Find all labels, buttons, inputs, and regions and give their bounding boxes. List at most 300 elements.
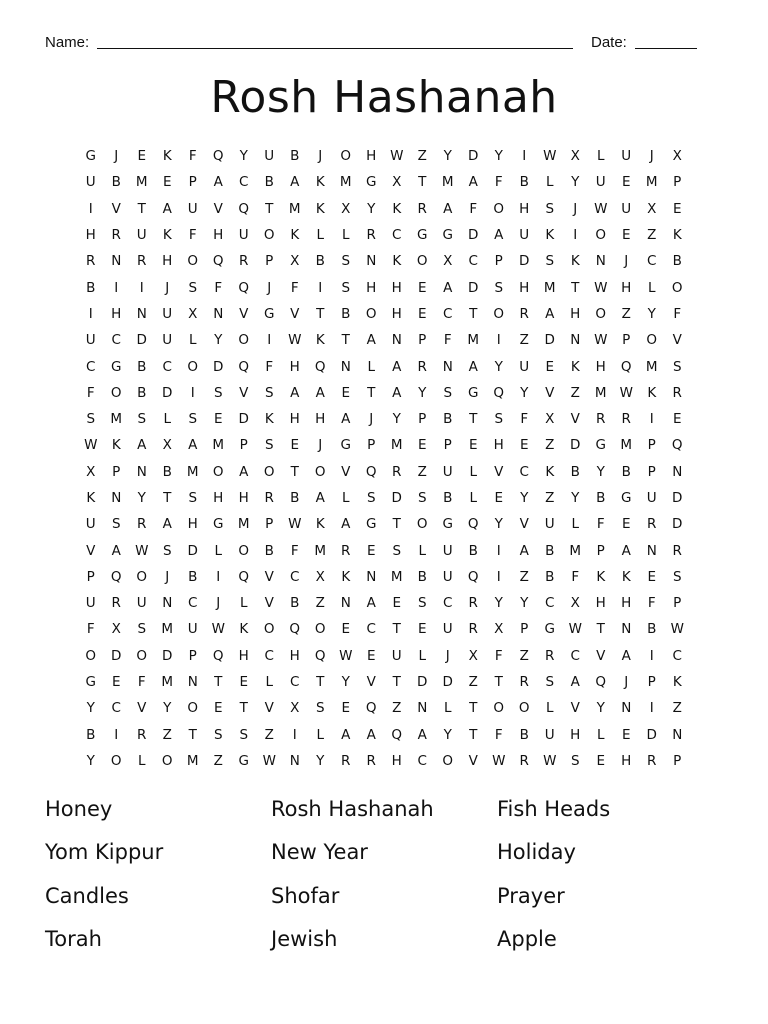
grid-letter: L (341, 490, 350, 506)
grid-letter: D (468, 279, 479, 296)
grid-letter: F (469, 200, 478, 217)
grid-letter: U (238, 227, 249, 244)
grid-letter: U (544, 726, 555, 743)
grid-letter: M (110, 411, 123, 428)
grid-letter: Q (238, 200, 250, 217)
grid-letter: S (239, 726, 249, 743)
grid-letter: W (262, 752, 276, 769)
grid-letter: Q (391, 726, 403, 743)
grid-letter: K (545, 227, 555, 244)
grid-letter: B (86, 726, 96, 743)
grid-letter: M (390, 437, 403, 454)
grid-letter: J (573, 200, 578, 217)
grid-letter: Q (595, 674, 607, 691)
grid-letter: I (267, 332, 272, 349)
grid-letter: R (137, 253, 147, 270)
grid-letter: E (545, 358, 555, 375)
grid-letter: Q (467, 568, 479, 585)
grid-letter: L (316, 726, 325, 743)
grid-letter: T (392, 674, 401, 691)
grid-letter: H (595, 358, 606, 375)
grid-letter: J (445, 647, 450, 664)
grid-letter: V (545, 384, 555, 401)
grid-letter: O (646, 332, 658, 349)
grid-letter: R (596, 411, 606, 428)
grid-letter: F (494, 726, 503, 743)
grid-letter: L (265, 674, 274, 691)
grid-letter: N (672, 463, 683, 480)
grid-letter: U (136, 227, 147, 244)
grid-letter: A (417, 726, 427, 743)
grid-letter: X (672, 148, 682, 165)
grid-letter: O (187, 253, 199, 270)
grid-letter: S (188, 490, 198, 506)
grid-letter: A (239, 463, 249, 480)
name-label: Name: (45, 34, 90, 51)
grid-letter: F (571, 568, 580, 585)
grid-letter: R (647, 516, 657, 533)
grid-letter: M (645, 358, 658, 375)
grid-letter: G (366, 174, 377, 191)
grid-letter: U (187, 200, 198, 217)
grid-letter: S (86, 411, 96, 428)
word-list-item: Prayer (497, 883, 565, 908)
grid-letter: F (214, 279, 223, 296)
grid-letter: O (340, 148, 352, 165)
grid-letter: D (672, 490, 683, 506)
grid-letter: R (366, 752, 376, 769)
grid-letter: Y (571, 490, 580, 506)
word-list (45, 787, 725, 961)
grid-letter: M (161, 674, 174, 691)
grid-letter: Z (545, 490, 555, 506)
grid-letter: P (520, 621, 529, 638)
grid-letter: U (621, 148, 632, 165)
grid-letter: E (672, 411, 682, 428)
grid-letter: B (264, 174, 274, 191)
grid-letter: N (646, 542, 657, 559)
grid-letter: W (543, 752, 557, 769)
grid-letter: A (443, 279, 453, 296)
grid-letter: L (469, 490, 478, 506)
grid-letter: D (646, 726, 657, 743)
grid-letter: G (621, 490, 632, 506)
grid-letter: H (391, 752, 402, 769)
grid-letter: A (162, 516, 172, 533)
grid-letter: B (341, 305, 351, 322)
grid-letter: S (570, 752, 580, 769)
grid-letter: L (316, 227, 325, 244)
grid-letter: H (366, 148, 377, 165)
grid-letter: P (673, 595, 682, 612)
grid-letter: V (111, 200, 121, 217)
grid-letter: E (468, 437, 478, 454)
grid-letter: O (595, 227, 607, 244)
grid-letter: A (545, 305, 555, 322)
grid-letter: D (468, 148, 479, 165)
grid-letter: K (392, 200, 402, 217)
grid-letter: B (519, 174, 529, 191)
grid-letter: A (315, 490, 325, 506)
grid-letter: N (442, 358, 453, 375)
grid-letter: C (290, 568, 300, 585)
grid-letter: Y (86, 752, 95, 769)
grid-letter: T (188, 726, 197, 743)
grid-letter: O (365, 305, 377, 322)
grid-letter: I (496, 542, 501, 559)
grid-letter: O (212, 463, 224, 480)
grid-letter: T (316, 305, 325, 322)
grid-letter: J (624, 674, 629, 691)
grid-letter: B (264, 542, 274, 559)
grid-letter: Z (570, 384, 580, 401)
grid-letter: F (494, 174, 503, 191)
grid-letter: A (570, 674, 580, 691)
grid-letter: B (137, 358, 147, 375)
grid-letter: H (187, 516, 198, 533)
grid-letter: D (570, 437, 581, 454)
grid-letter: S (443, 384, 453, 401)
grid-letter: O (238, 542, 250, 559)
word-list-item: New Year (271, 840, 368, 865)
grid-letter: R (468, 595, 478, 612)
grid-letter: K (392, 253, 402, 270)
page-title: Rosh Hashanah (210, 72, 558, 123)
grid-letter: C (545, 595, 555, 612)
grid-letter: S (672, 358, 682, 375)
grid-letter: B (290, 595, 300, 612)
grid-letter: L (443, 700, 452, 717)
grid-letter: R (341, 752, 351, 769)
grid-letter: K (570, 253, 580, 270)
grid-letter: O (493, 200, 505, 217)
grid-letter: S (213, 384, 223, 401)
grid-letter: C (111, 332, 121, 349)
grid-letter: A (188, 437, 198, 454)
grid-letter: T (341, 332, 350, 349)
grid-letter: O (263, 463, 275, 480)
grid-letter: S (494, 279, 504, 296)
grid-letter: M (186, 463, 199, 480)
grid-letter: L (545, 700, 554, 717)
grid-letter: K (672, 674, 682, 691)
grid-letter: K (162, 148, 172, 165)
grid-letter: X (315, 568, 325, 585)
grid-letter: L (596, 726, 605, 743)
grid-letter: Y (214, 332, 223, 349)
grid-letter: C (188, 595, 198, 612)
word-list-item: Torah (45, 927, 102, 952)
grid-letter: I (649, 647, 654, 664)
grid-letter: E (621, 227, 631, 244)
grid-letter: B (621, 463, 631, 480)
grid-letter: F (673, 305, 682, 322)
grid-letter: V (137, 700, 147, 717)
grid-letter: C (417, 752, 427, 769)
grid-letter: E (417, 437, 427, 454)
grid-letter: Q (620, 358, 632, 375)
grid-letter: P (188, 647, 197, 664)
grid-letter: H (621, 595, 632, 612)
grid-letter: M (543, 279, 556, 296)
grid-letter: A (315, 384, 325, 401)
grid-letter: F (494, 647, 503, 664)
grid-letter: V (213, 200, 223, 217)
grid-letter: Q (110, 568, 122, 585)
grid-letter: O (314, 463, 326, 480)
grid-letter: C (264, 647, 274, 664)
grid-letter: J (165, 568, 170, 585)
grid-letter: N (391, 332, 402, 349)
grid-letter: L (163, 411, 172, 428)
grid-letter: V (494, 463, 504, 480)
grid-letter: T (265, 200, 274, 217)
word-list-item: Yom Kippur (45, 840, 164, 865)
grid-letter: A (162, 200, 172, 217)
grid-letter: K (239, 621, 249, 638)
grid-letter: J (318, 148, 323, 165)
grid-letter: K (621, 568, 631, 585)
grid-letter: Y (494, 595, 503, 612)
grid-letter: E (621, 516, 631, 533)
grid-letter: E (366, 647, 376, 664)
grid-letter: S (264, 437, 274, 454)
word-list-item: Honey (45, 796, 113, 821)
grid-letter: N (136, 305, 147, 322)
grid-letter: K (672, 227, 682, 244)
grid-letter: G (544, 621, 555, 638)
grid-letter: P (673, 752, 682, 769)
grid-letter: H (595, 595, 606, 612)
grid-letter: R (341, 542, 351, 559)
grid-letter: Y (367, 200, 376, 217)
grid-letter: U (646, 490, 657, 506)
grid-letter: B (290, 148, 300, 165)
grid-letter: I (496, 332, 501, 349)
grid-letter: G (468, 384, 479, 401)
grid-letter: I (114, 726, 119, 743)
word-list-item: Fish Heads (497, 796, 611, 821)
grid-letter: P (265, 253, 274, 270)
grid-letter: C (86, 358, 96, 375)
grid-letter: I (318, 279, 323, 296)
grid-letter: E (341, 384, 351, 401)
grid-letter: V (264, 595, 274, 612)
grid-letter: V (468, 752, 478, 769)
grid-letter: Y (86, 700, 95, 717)
grid-letter: Z (672, 700, 682, 717)
grid-letter: A (111, 542, 121, 559)
grid-letter: X (570, 148, 580, 165)
grid-letter: Z (315, 595, 325, 612)
grid-letter: J (649, 148, 654, 165)
grid-letter: N (621, 700, 632, 717)
grid-letter: O (85, 647, 97, 664)
grid-letter: R (137, 516, 147, 533)
grid-letter: A (468, 358, 478, 375)
grid-letter: R (264, 490, 274, 506)
grid-letter: F (647, 595, 656, 612)
grid-letter: A (366, 332, 376, 349)
grid-letter: C (392, 227, 402, 244)
grid-letter: B (443, 490, 453, 506)
grid-letter: D (238, 411, 249, 428)
grid-letter: A (213, 174, 223, 191)
grid-letter: G (442, 227, 453, 244)
grid-letter: G (238, 752, 249, 769)
grid-letter: V (239, 384, 249, 401)
grid-letter: D (417, 674, 428, 691)
grid-letter: G (264, 305, 275, 322)
grid-letter: E (672, 200, 682, 217)
grid-letter: P (188, 174, 197, 191)
grid-letter: W (543, 148, 557, 165)
name-write-line (97, 48, 573, 49)
grid-letter: Y (163, 700, 172, 717)
grid-letter: V (519, 516, 529, 533)
grid-letter: Q (493, 384, 505, 401)
grid-letter: H (289, 647, 300, 664)
grid-letter: Q (365, 700, 377, 717)
grid-letter: S (545, 674, 555, 691)
grid-letter: E (137, 148, 147, 165)
grid-letter: C (519, 463, 529, 480)
grid-letter: A (519, 542, 529, 559)
grid-letter: K (315, 332, 325, 349)
grid-letter: P (647, 463, 656, 480)
grid-letter: H (391, 305, 402, 322)
grid-letter: Z (392, 700, 402, 717)
grid-letter: H (238, 490, 249, 506)
grid-letter: M (314, 542, 327, 559)
grid-letter: C (239, 174, 249, 191)
grid-letter: O (416, 253, 428, 270)
grid-letter: I (292, 726, 297, 743)
grid-letter: W (339, 647, 353, 664)
grid-letter: Q (467, 516, 479, 533)
grid-letter: U (519, 227, 530, 244)
grid-letter: K (162, 227, 172, 244)
grid-letter: U (442, 542, 453, 559)
grid-letter: T (469, 726, 478, 743)
grid-letter: C (366, 621, 376, 638)
grid-letter: R (647, 752, 657, 769)
grid-letter: U (442, 463, 453, 480)
grid-letter: H (570, 305, 581, 322)
grid-letter: O (442, 752, 454, 769)
grid-letter: N (111, 490, 122, 506)
grid-letter: T (469, 305, 478, 322)
grid-letter: I (88, 200, 93, 217)
grid-letter: Q (212, 253, 224, 270)
grid-letter: E (519, 437, 529, 454)
grid-letter: L (367, 358, 376, 375)
grid-letter: E (621, 174, 631, 191)
grid-letter: E (621, 726, 631, 743)
grid-letter: O (110, 752, 122, 769)
grid-letter: U (162, 305, 173, 322)
grid-letter: L (341, 227, 350, 244)
grid-letter: K (315, 200, 325, 217)
grid-letter: O (595, 305, 607, 322)
grid-letter: N (111, 253, 122, 270)
grid-letter: T (469, 411, 478, 428)
grid-letter: P (622, 332, 631, 349)
grid-letter: L (469, 463, 478, 480)
grid-letter: I (649, 700, 654, 717)
grid-letter: V (86, 542, 96, 559)
grid-letter: G (366, 516, 377, 533)
grid-letter: Y (494, 358, 503, 375)
grid-letter: A (290, 384, 300, 401)
grid-letter: M (212, 437, 225, 454)
grid-letter: H (213, 490, 224, 506)
grid-letter: M (288, 200, 301, 217)
grid-letter: D (136, 332, 147, 349)
grid-letter: B (672, 253, 682, 270)
grid-letter: S (162, 542, 172, 559)
grid-letter: K (86, 490, 96, 506)
grid-letter: G (85, 148, 96, 165)
grid-letter: Q (314, 647, 326, 664)
grid-letter: N (162, 595, 173, 612)
grid-letter: H (111, 305, 122, 322)
grid-letter: P (265, 516, 274, 533)
grid-letter: N (621, 621, 632, 638)
grid-letter: D (111, 647, 122, 664)
grid-letter: K (264, 411, 274, 428)
grid-letter: B (570, 463, 580, 480)
grid-letter: J (267, 279, 272, 296)
grid-letter: B (86, 279, 96, 296)
grid-letter: S (188, 411, 198, 428)
grid-letter: G (85, 674, 96, 691)
grid-letter: H (366, 279, 377, 296)
grid-letter: V (366, 674, 376, 691)
grid-letter: J (216, 595, 221, 612)
grid-letter: W (670, 621, 684, 638)
grid-letter: B (545, 568, 555, 585)
grid-letter: X (111, 621, 121, 638)
grid-letter: H (391, 279, 402, 296)
grid-letter: T (392, 621, 401, 638)
grid-letter: R (111, 227, 121, 244)
grid-letter: F (520, 411, 529, 428)
grid-letter: R (672, 384, 682, 401)
grid-letter: L (214, 542, 223, 559)
grid-letter: T (392, 516, 401, 533)
grid-letter: K (647, 384, 657, 401)
grid-letter: I (649, 411, 654, 428)
grid-letter: Z (545, 437, 555, 454)
word-list-item: Rosh Hashanah (271, 796, 434, 821)
grid-letter: Z (417, 148, 427, 165)
grid-letter: R (366, 227, 376, 244)
grid-letter: U (85, 516, 96, 533)
grid-letter: C (111, 700, 121, 717)
grid-letter: O (263, 227, 275, 244)
grid-letter: K (315, 174, 325, 191)
grid-letter: P (112, 463, 121, 480)
grid-letter: J (624, 253, 629, 270)
grid-letter: N (340, 358, 351, 375)
grid-letter: E (417, 279, 427, 296)
grid-letter: A (392, 384, 402, 401)
grid-letter: X (647, 200, 657, 217)
grid-letter: W (492, 752, 506, 769)
grid-letter: B (596, 490, 606, 506)
grid-letter: H (519, 279, 530, 296)
